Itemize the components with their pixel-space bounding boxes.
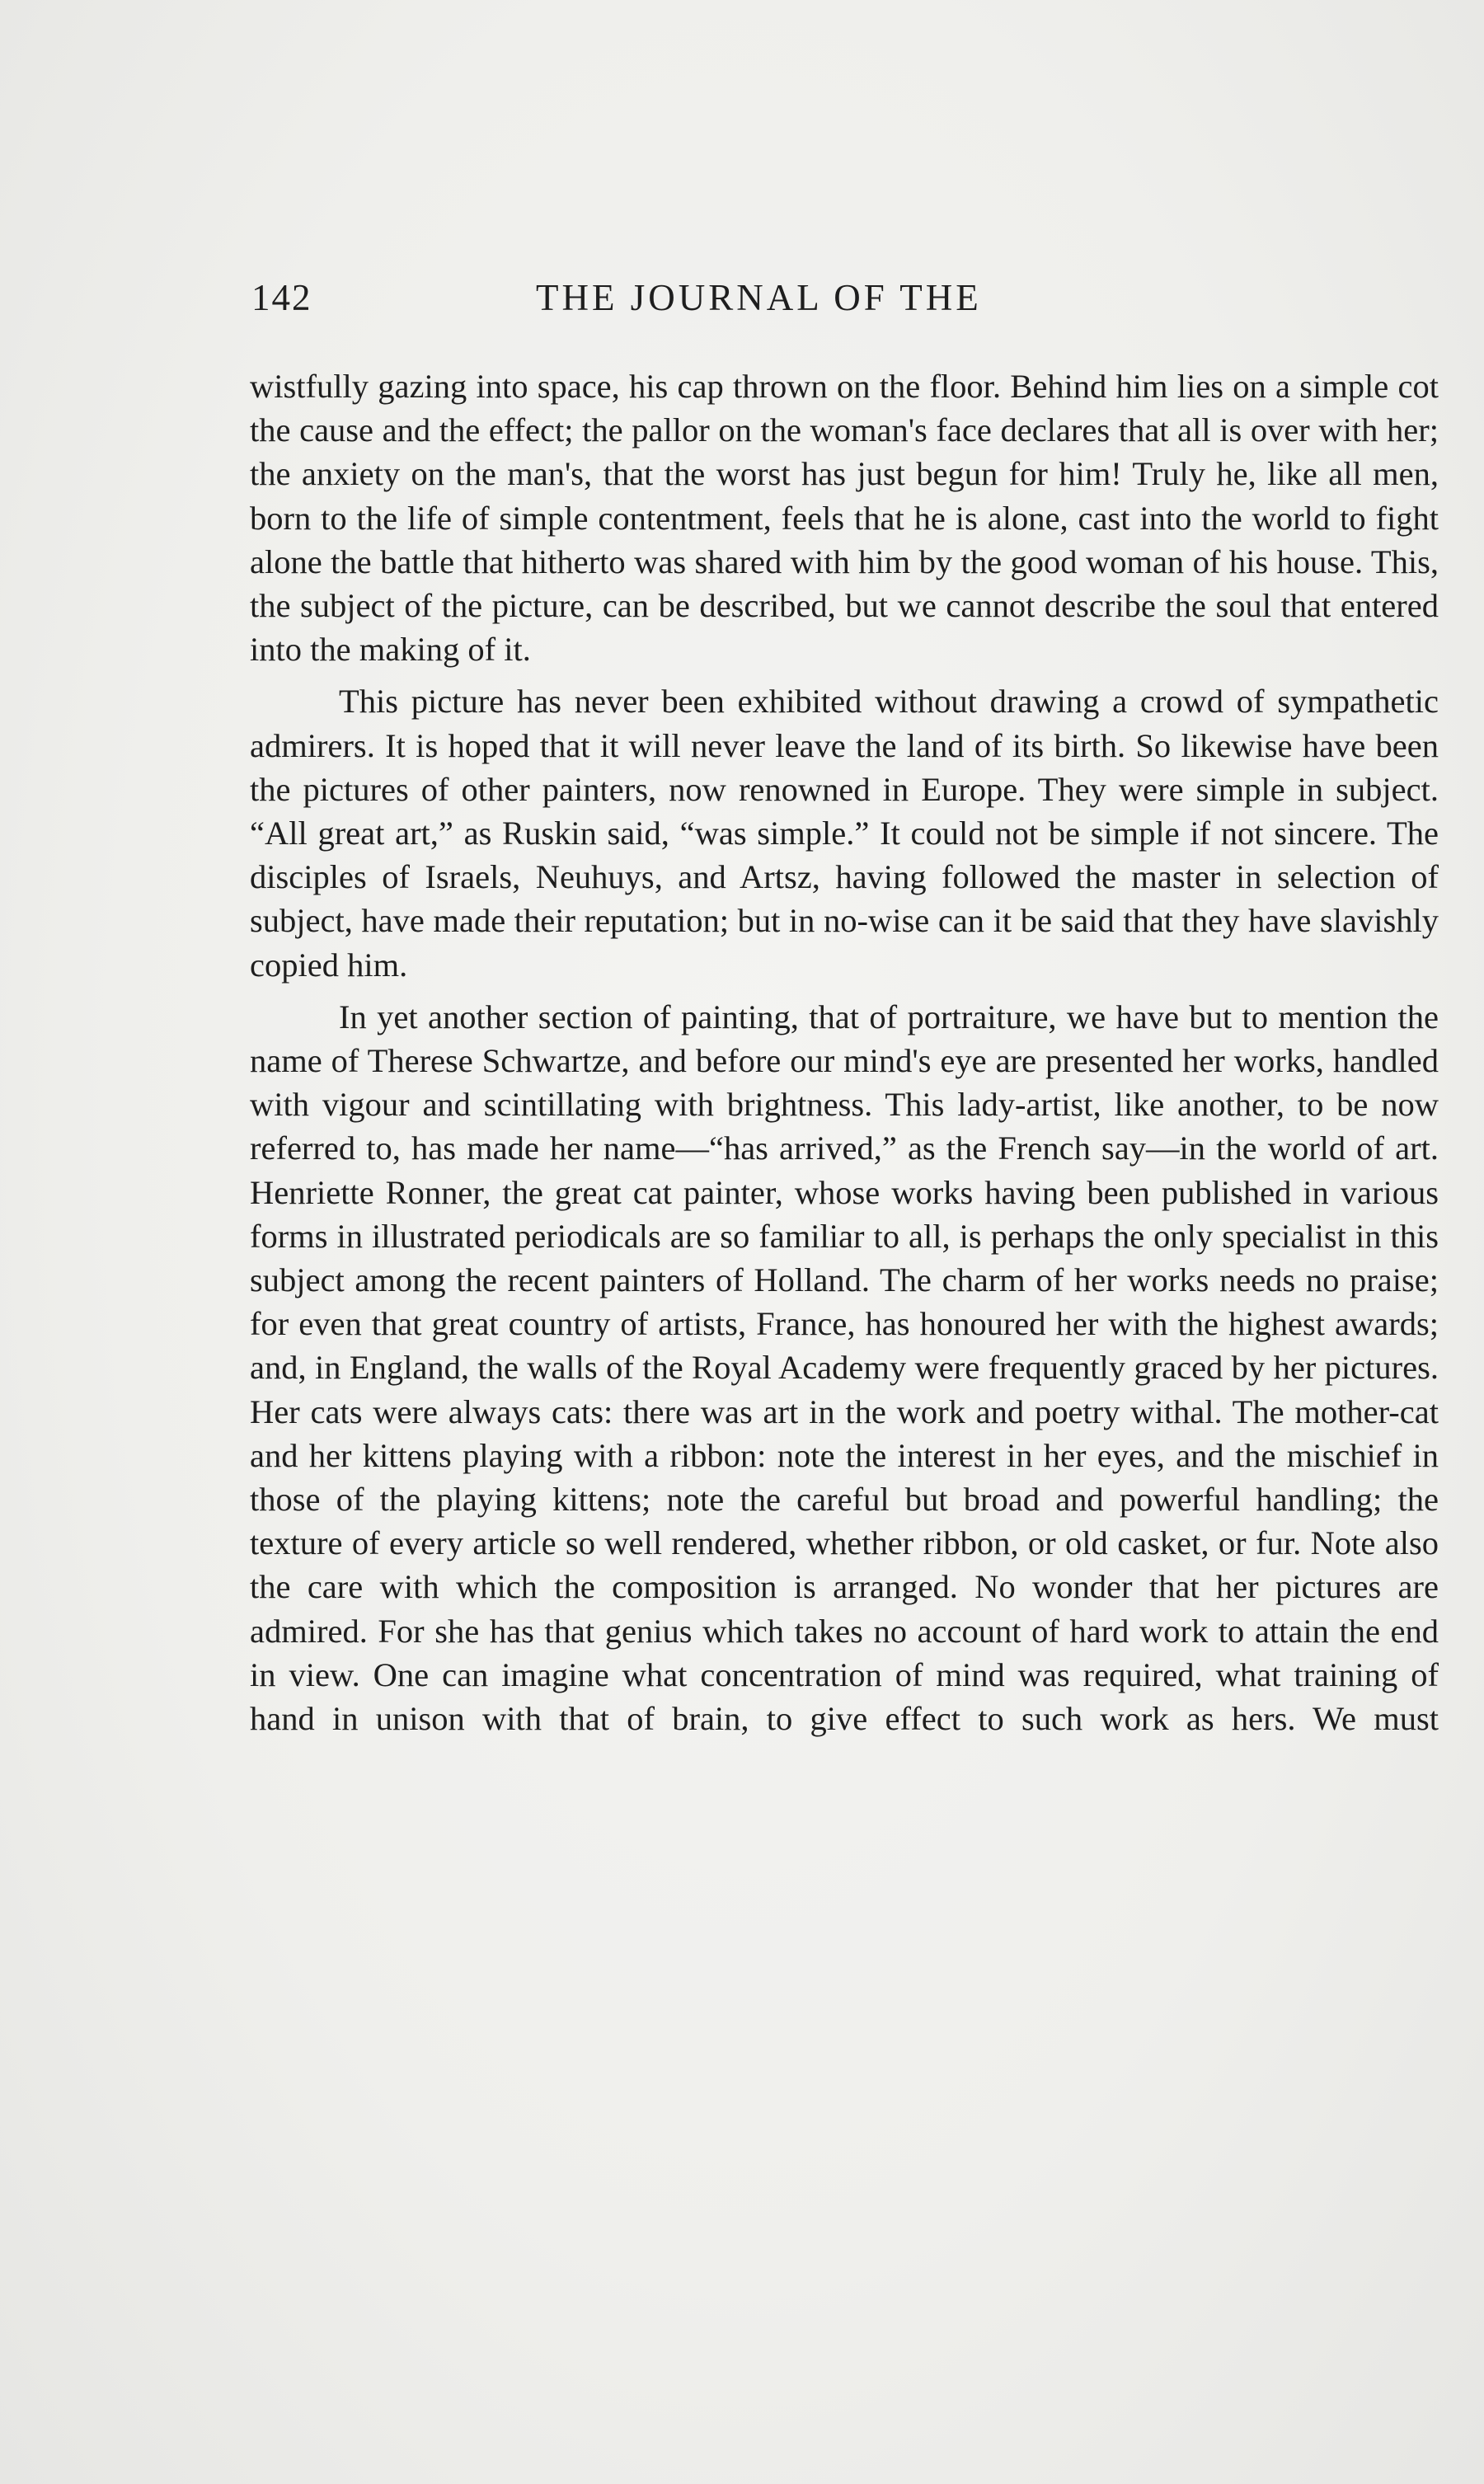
paragraph-1 [250, 364, 1439, 671]
page-number: 142 [251, 277, 312, 318]
body-text [250, 364, 1439, 1740]
running-title: THE JOURNAL OF THE [536, 277, 982, 318]
paragraph-2-text: This picture has never been exhibited without drawing a crowd of sympathetic admirers. It is hoped that it will never leave the land of its birth. So likewise have been the pictures of other painters, now renowned in Europe. They were simple in subject. “All great art,” as Ruskin said, “was simple.” It could not be simple if not sincere. The disciples of Israels, Neuhuys, and Artsz, having followed the master in selection of subject, have made their reputation; but in no-wise can it be said that they have slavishly copied him. [250, 683, 1439, 984]
paragraph-2 [250, 679, 1439, 986]
paragraph-3-text: In yet another section of painting, that of portraiture, we have but to mention the name of Therese Schwartze, and before our mind's eye are presented her works, handled with vigour and scintillating with brightness. This lady-artist, like another, to be now referred to, has made her name—“has arrived,” as the French say—in the world of art. Henriette Ronner, the great cat painter, whose works having been published in various forms in illustrated periodicals are so familiar to all, is perhaps the only specialist in this subject among the recent painters of Holland. The charm of her works needs no praise; for even that great country of artists, France, has honoured her with the highest awards; and, in England, the walls of the Royal Academy were frequently graced by her pictures. Her cats were always cats: there was art in the work and poetry withal. The mother-cat and her kittens playing with a ribbon: note the interest in her eyes, and the mischief in those of the playing kittens; note the careful but broad and powerful handling; the texture of every article so well rendered, whether ribbon, or old casket, or fur. Note also the care with which the composition is arranged. No wonder that her pictures are admired. For she has that genius which takes no account of hard work to attain the end in view. One can imagine what concentration of mind was required, what training of hand in unison with that of brain, to give effect to such work as hers. We must [250, 998, 1439, 1738]
paragraph-3 [250, 995, 1439, 1740]
paragraph-1-text: wistfully gazing into space, his cap thrown on the floor. Behind him lies on a simple cot the cause and the effect; the pallor on the woman's face declares that all is over with her; the anxiety on the man's, that the worst has just begun for him! Truly he, like all men, born to the life of simple contentment, feels that he is alone, cast into the world to fight alone the battle that hitherto was shared with him by the good woman of his house. This, the subject of the picture, can be described, but we cannot describe the soul that entered into the making of it. [250, 368, 1439, 669]
page-header [251, 276, 1142, 326]
